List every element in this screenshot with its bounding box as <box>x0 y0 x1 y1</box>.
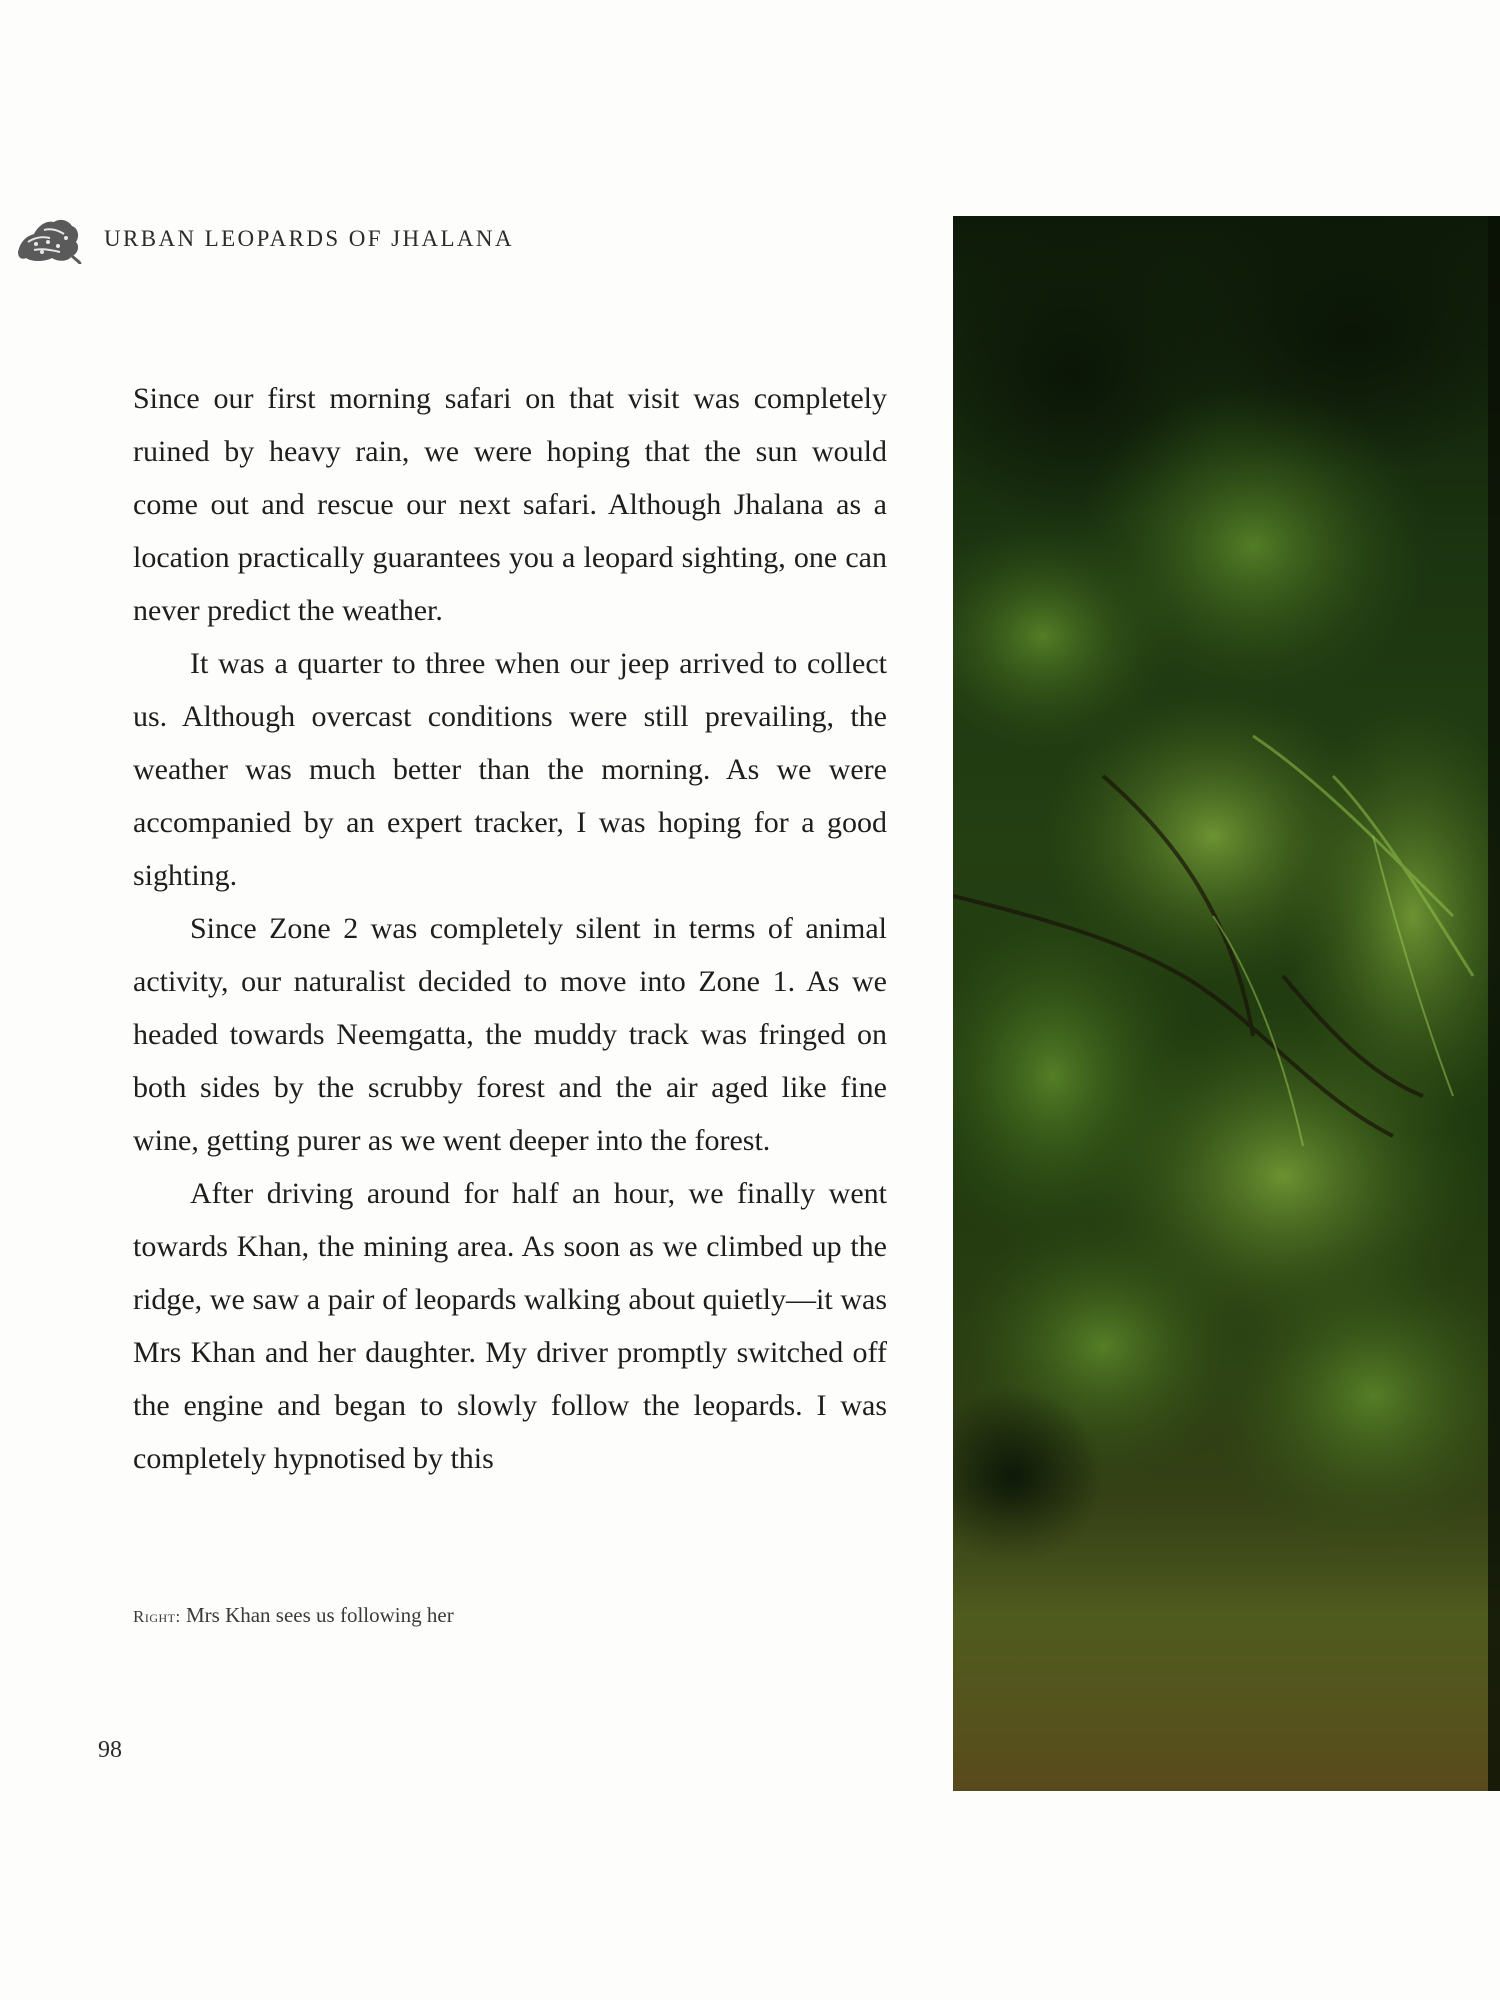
body-text <box>133 372 887 1485</box>
leopard-emblem-icon <box>14 212 82 266</box>
foliage-illustration <box>953 216 1500 1791</box>
paragraph-2: It was a quarter to three when our jeep arrived to collect us. Although overcast conditions were still prevailing, the weather was much better than the morning. As we were accompanied by an expert tracker, I was hoping for a good sighting. <box>133 647 887 892</box>
running-header-title: URBAN LEOPARDS OF JHALANA <box>104 226 514 251</box>
paragraph-4: After driving around for half an hour, we finally went towards Khan, the mining area. As soon as we climbed up the ridge, we saw a pair of leopards walking about quietly—it was Mrs Khan and her daughter. My driver promptly switched off the engine and began to slowly follow the leopards. I was completely hypnotised by this <box>133 1177 887 1475</box>
caption-text: Mrs Khan sees us following her <box>180 1603 454 1627</box>
photo-caption <box>133 1603 454 1628</box>
running-header <box>14 212 514 266</box>
forest-foliage-photo <box>953 216 1500 1791</box>
paragraph-3: Since Zone 2 was completely silent in terms of animal activity, our naturalist decided to move into Zone 1. As we headed towards Neemgatta, the muddy track was fringed on both sides by the scrubby forest and the air aged like fine wine, getting purer as we went deeper into the forest. <box>133 912 887 1157</box>
paragraph-1: Since our first morning safari on that visit was completely ruined by heavy rain, we were hoping that the sun would come out and rescue our next safari. Although Jhalana as a location practically guarantees you a leopard sighting, one can never predict the weather. <box>133 382 887 627</box>
caption-lead: Right: <box>133 1607 181 1626</box>
page-number: 98 <box>98 1737 122 1763</box>
